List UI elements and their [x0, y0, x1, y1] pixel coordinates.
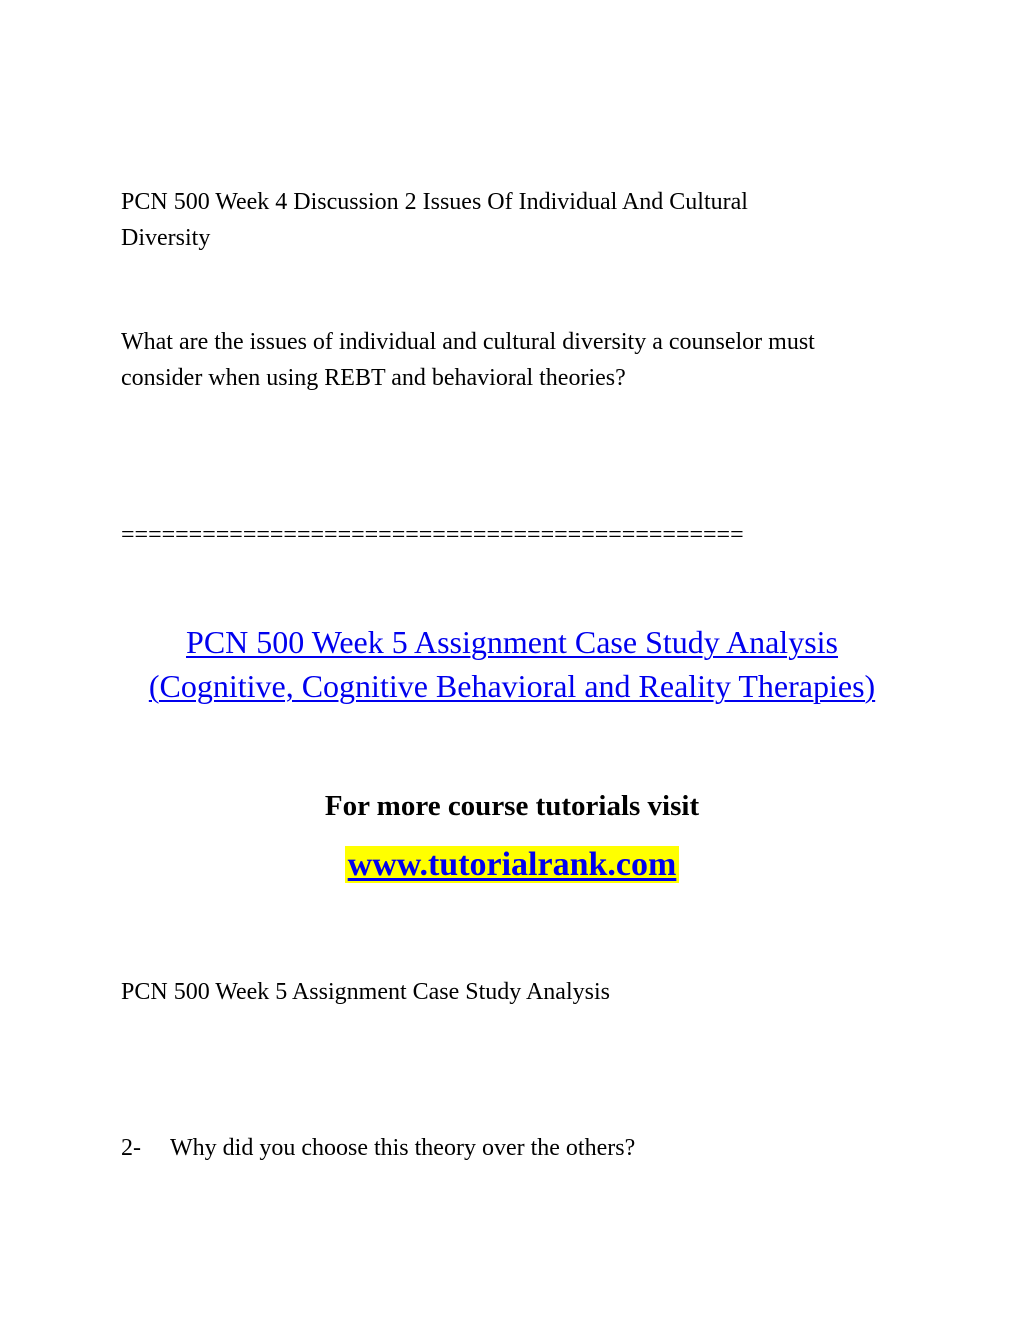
list-item-text: Why did you choose this theory over the others?	[170, 1135, 636, 1161]
assignment-heading	[0, 620, 1024, 708]
promo-site	[0, 842, 1024, 888]
assignment-title: PCN 500 Week 5 Assignment Case Study Analysis	[121, 979, 610, 1005]
discussion-question	[121, 324, 815, 396]
list-item-number: 2-	[121, 1135, 141, 1161]
assignment-link-line2: (Cognitive, Cognitive Behavioral and Reality Therapies)	[148, 668, 876, 704]
discussion-title-line2: Diversity	[121, 225, 211, 251]
separator-line: ==============================================	[121, 522, 744, 548]
assignment-link-line1: PCN 500 Week 5 Assignment Case Study Analysis	[186, 624, 838, 660]
discussion-title-line1: PCN 500 Week 4 Discussion 2 Issues Of Individual And Cultural	[121, 189, 748, 215]
tutorialrank-link[interactable]: www.tutorialrank.com	[345, 846, 680, 883]
list-item	[121, 1130, 635, 1166]
assignment-link[interactable]	[149, 624, 875, 704]
promo-text: For more course tutorials visit	[324, 790, 700, 822]
discussion-question-line2: consider when using REBT and behavioral theories?	[121, 365, 626, 391]
discussion-question-line1: What are the issues of individual and cultural diversity a counselor must	[121, 329, 815, 355]
discussion-title	[121, 184, 748, 256]
